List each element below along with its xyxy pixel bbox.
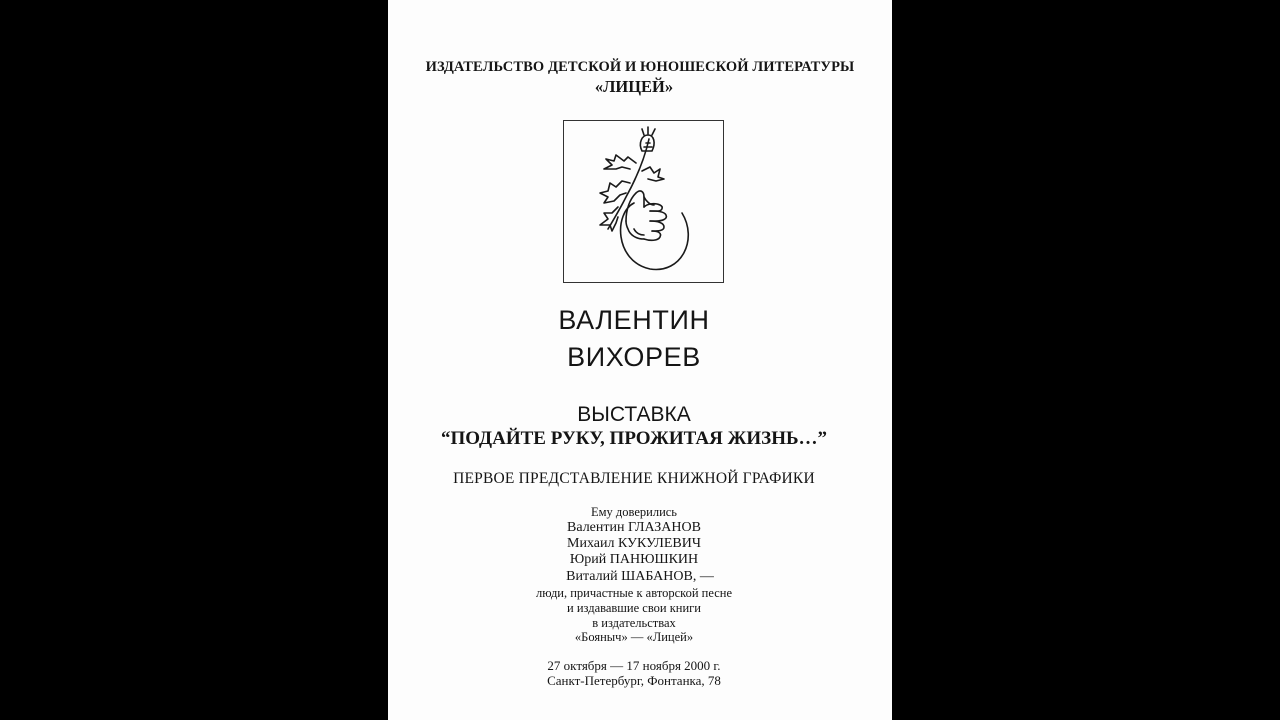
person-name: Михаил КУКУЛЕВИЧ [567, 536, 701, 551]
exhibition-label: ВЫСТАВКА [577, 403, 691, 426]
publisher-name: «ЛИЦЕЙ» [594, 77, 674, 96]
trust-description-line: «Бояныч» — «Лицей» [574, 630, 694, 644]
thistle-in-hand-icon [564, 121, 725, 284]
trust-description-line: в издательствах [592, 616, 676, 630]
author-first-name: ВАЛЕНТИН [558, 305, 710, 335]
document-page [388, 0, 892, 720]
exhibition-subtitle: ПЕРВОЕ ПРЕДСТАВЛЕНИЕ КНИЖНОЙ ГРАФИКИ [453, 470, 815, 487]
publisher-logo [563, 120, 724, 283]
exhibition-title: “ПОДАЙТЕ РУКУ, ПРОЖИТАЯ ЖИЗНЬ…” [440, 428, 828, 449]
person-name: Юрий ПАНЮШКИН [569, 552, 699, 567]
trust-description-line: люди, причастные к авторской песне [536, 586, 732, 600]
author-last-name: ВИХОРЕВ [567, 342, 701, 372]
trust-intro: Ему доверились [590, 505, 678, 519]
publisher-heading: ИЗДАТЕЛЬСТВО ДЕТСКОЙ И ЮНОШЕСКОЙ ЛИТЕРАТУРЫ [425, 59, 855, 75]
event-address: Санкт-Петербург, Фонтанка, 78 [547, 673, 721, 688]
event-dates: 27 октября — 17 ноября 2000 г. [547, 658, 721, 673]
trust-description-line: и издававшие свои книги [567, 601, 701, 615]
person-name: Валентин ГЛАЗАНОВ [567, 520, 701, 535]
person-name: Виталий ШАБАНОВ, — [566, 569, 714, 584]
